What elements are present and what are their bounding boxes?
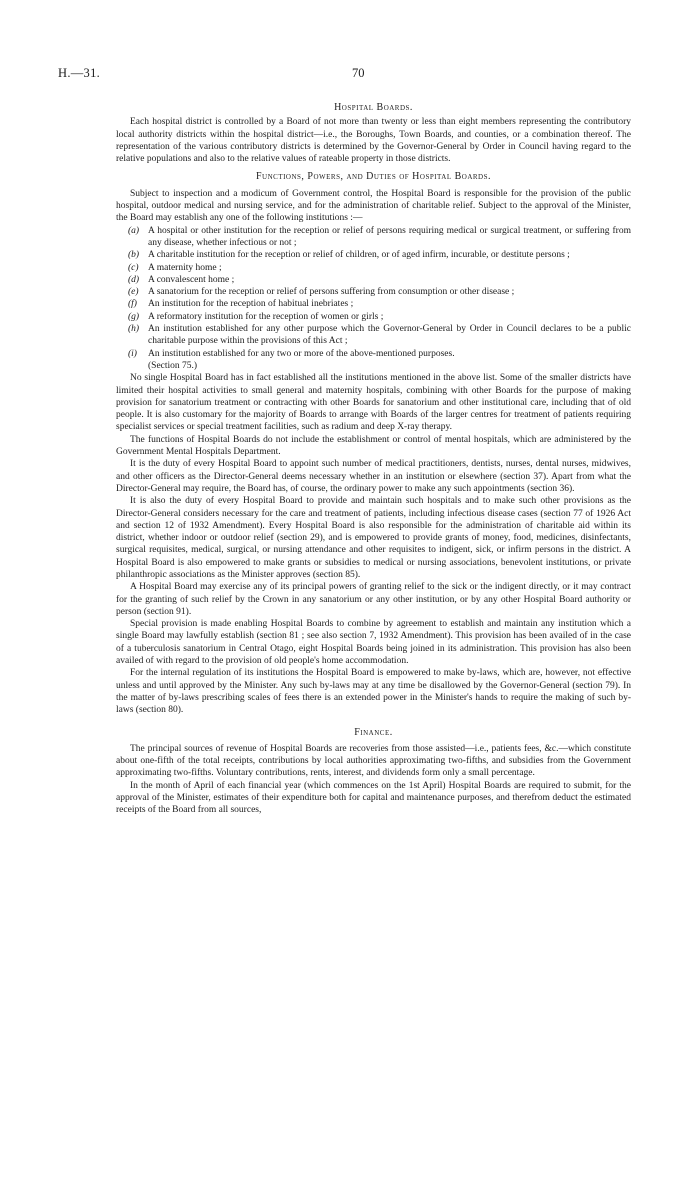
section-heading-hospital-boards: Hospital Boards.: [334, 102, 413, 113]
list-item-text: A charitable institution for the reception or relief of children, or of aged infirm, incurable, or destitute persons ;: [148, 250, 570, 261]
list-item: [116, 323, 631, 348]
list-item-text: An institution established for any two or more of the above-mentioned purposes.: [148, 348, 455, 359]
paragraph: Subject to inspection and a modicum of Government control, the Hospital Board is responsible for the provision of the public hospital, outdoor medical and nursing service, and for the administration of charitable relief. Subject to the approval of the Minister, the Board may establish any one of the following institutions :—: [116, 188, 631, 224]
document-body: [116, 100, 631, 817]
list-item: [116, 274, 631, 286]
list-item-label: (c): [128, 262, 139, 273]
list-item: [116, 311, 631, 323]
list-item: [116, 225, 631, 250]
list-item-text: A sanatorium for the reception or relief of persons suffering from consumption or other disease ;: [148, 287, 515, 298]
paragraph: A Hospital Board may exercise any of its principal powers of granting relief to the sick or the indigent directly, or it may contract for the granting of such relief by the Crown in any sanatorium or any other institution, or by any other Hospital Board authority or person (section 91).: [116, 582, 631, 617]
list-item: [116, 262, 631, 274]
paragraph: Each hospital district is controlled by a Board of not more than twenty or less than eight members representing the contributory local authority districts within the hospital district—i.e., the Boroughs, Town Boards, and counties, or a combination thereof. The representation of the various contributory districts is determined by the Governor-General by Order in Council having regard to the relative populations and also to the relative values of rateable property in those districts.: [116, 117, 631, 165]
paragraph: No single Hospital Board has in fact established all the institutions mentioned in the above list. Some of the smaller districts have limited their hospital activities to small general and maternity hospitals, combining with other Boards for the purpose of making provision for sanatorium treatment or contracting with other Boards for sanatorium and other institutional care, including that of old people. It is also customary for the majority of Boards to arrange with Boards of the larger centres for treatment of patients requiring specialist services or special treatment facilities, such as radium and deep X-ray therapy.: [116, 373, 631, 433]
paragraph: It is also the duty of every Hospital Board to provide and maintain such hospitals and to make such other provisions as the Director-General considers necessary for the care and treatment of patients, including infectious disease cases (section 77 of 1926 Act and section 12 of 1932 Amendment). Every Hospital Board is also responsible for the administration of charitable aid within its district, whether indoor or outdoor relief (section 29), and is empowered to provide grants of money, food, medicines, disinfectants, surgical requisites, medical, surgical, or nursing attendance and other requisites to indigent, sick, or infirm persons in the district. A Hospital Board is also empowered to make grants or subsidies to medical or nursing associations, benevolent institutions, or private philanthropic associations as the Minister approves (section 85).: [116, 496, 631, 580]
section-reference: (Section 75.): [148, 360, 198, 371]
section-heading-functions: Functions, Powers, and Duties of Hospital Boards.: [255, 171, 492, 183]
list-item: [116, 249, 631, 261]
document-reference: H.—31.: [58, 66, 101, 80]
list-item-text: A reformatory institution for the reception of women or girls ;: [148, 311, 384, 322]
paragraph: Special provision is made enabling Hospital Boards to combine by agreement to establish and maintain any institution which a single Board may lawfully establish (section 81 ; see also section 7, 1932 Amendment). This provision has been availed of in the case of a tuberculosis sanatorium in Central Otago, eight Hospital Boards being joined in its administration. This provision has also been availed of with regard to the provision of old people's home accommodation.: [116, 619, 631, 667]
list-item-label: (g): [128, 311, 140, 322]
list-item-label: (h): [128, 324, 140, 335]
paragraph: It is the duty of every Hospital Board to appoint such number of medical practitioners, dentists, nurses, dental nurses, midwives, and other officers as the Director-General deems necessary whether in an institution or elsewhere (section 37). Apart from what the Director-General may require, the Board has, of course, the ordinary power to make any such appointments (section 36).: [116, 459, 631, 494]
list-item: [116, 348, 631, 360]
paragraph: The principal sources of revenue of Hospital Boards are recoveries from those assisted—i.e., patients fees, &c.—which constitute about one-fifth of the total receipts, contributions by local authorities approximating two-fifths, and subsidies from the Government approximating two-fifths. Voluntary contributions, rents, interest, and dividends form only a small percentage.: [116, 743, 631, 779]
list-item: [116, 298, 631, 310]
paragraph: In the month of April of each financial year (which commences on the 1st April) Hospital Boards are required to submit, for the approval of the Minister, estimates of their expenditure both for capital and maintenance purposes, and therefrom deduct the estimated receipts of the Board from all sources,: [116, 780, 631, 816]
list-item-label: (b): [128, 250, 140, 261]
list-item-label: (a): [128, 225, 140, 236]
list-item-text: An institution established for any other purpose which the Governor-General by Order in Council declares to be a public charitable purpose within the provisions of this Act ;: [148, 324, 631, 347]
list-item-text: An institution for the reception of habitual inebriates ;: [148, 299, 354, 310]
list-item-text: A convalescent home ;: [148, 274, 235, 285]
paragraph: The functions of Hospital Boards do not include the establishment or control of mental hospitals, which are administered by the Government Mental Hospitals Department.: [116, 434, 631, 458]
list-item-text: A maternity home ;: [148, 262, 222, 273]
list-item-label: (f): [128, 299, 137, 310]
page-number: 70: [352, 66, 365, 80]
list-item: [116, 286, 631, 298]
paragraph: For the internal regulation of its institutions the Hospital Board is empowered to make by-laws, which are, however, not effective unless and until approved by the Minister. Any such by-laws may at any time be disallowed by the Governor-General (section 79). In the matter of by-laws prescribing scales of fees there is an extended power in the Minister's hands to require the making of such by-laws (section 80).: [116, 668, 631, 716]
institution-list: [116, 225, 631, 360]
list-item-label: (i): [128, 348, 137, 359]
section-heading-finance: Finance.: [354, 726, 393, 738]
list-item-text: A hospital or other institution for the reception or relief of persons requiring medical or surgical treatment, or suffering from any disease, whether infectious or not ;: [148, 225, 631, 248]
list-item-label: (d): [128, 274, 140, 285]
list-item-label: (e): [128, 287, 139, 298]
